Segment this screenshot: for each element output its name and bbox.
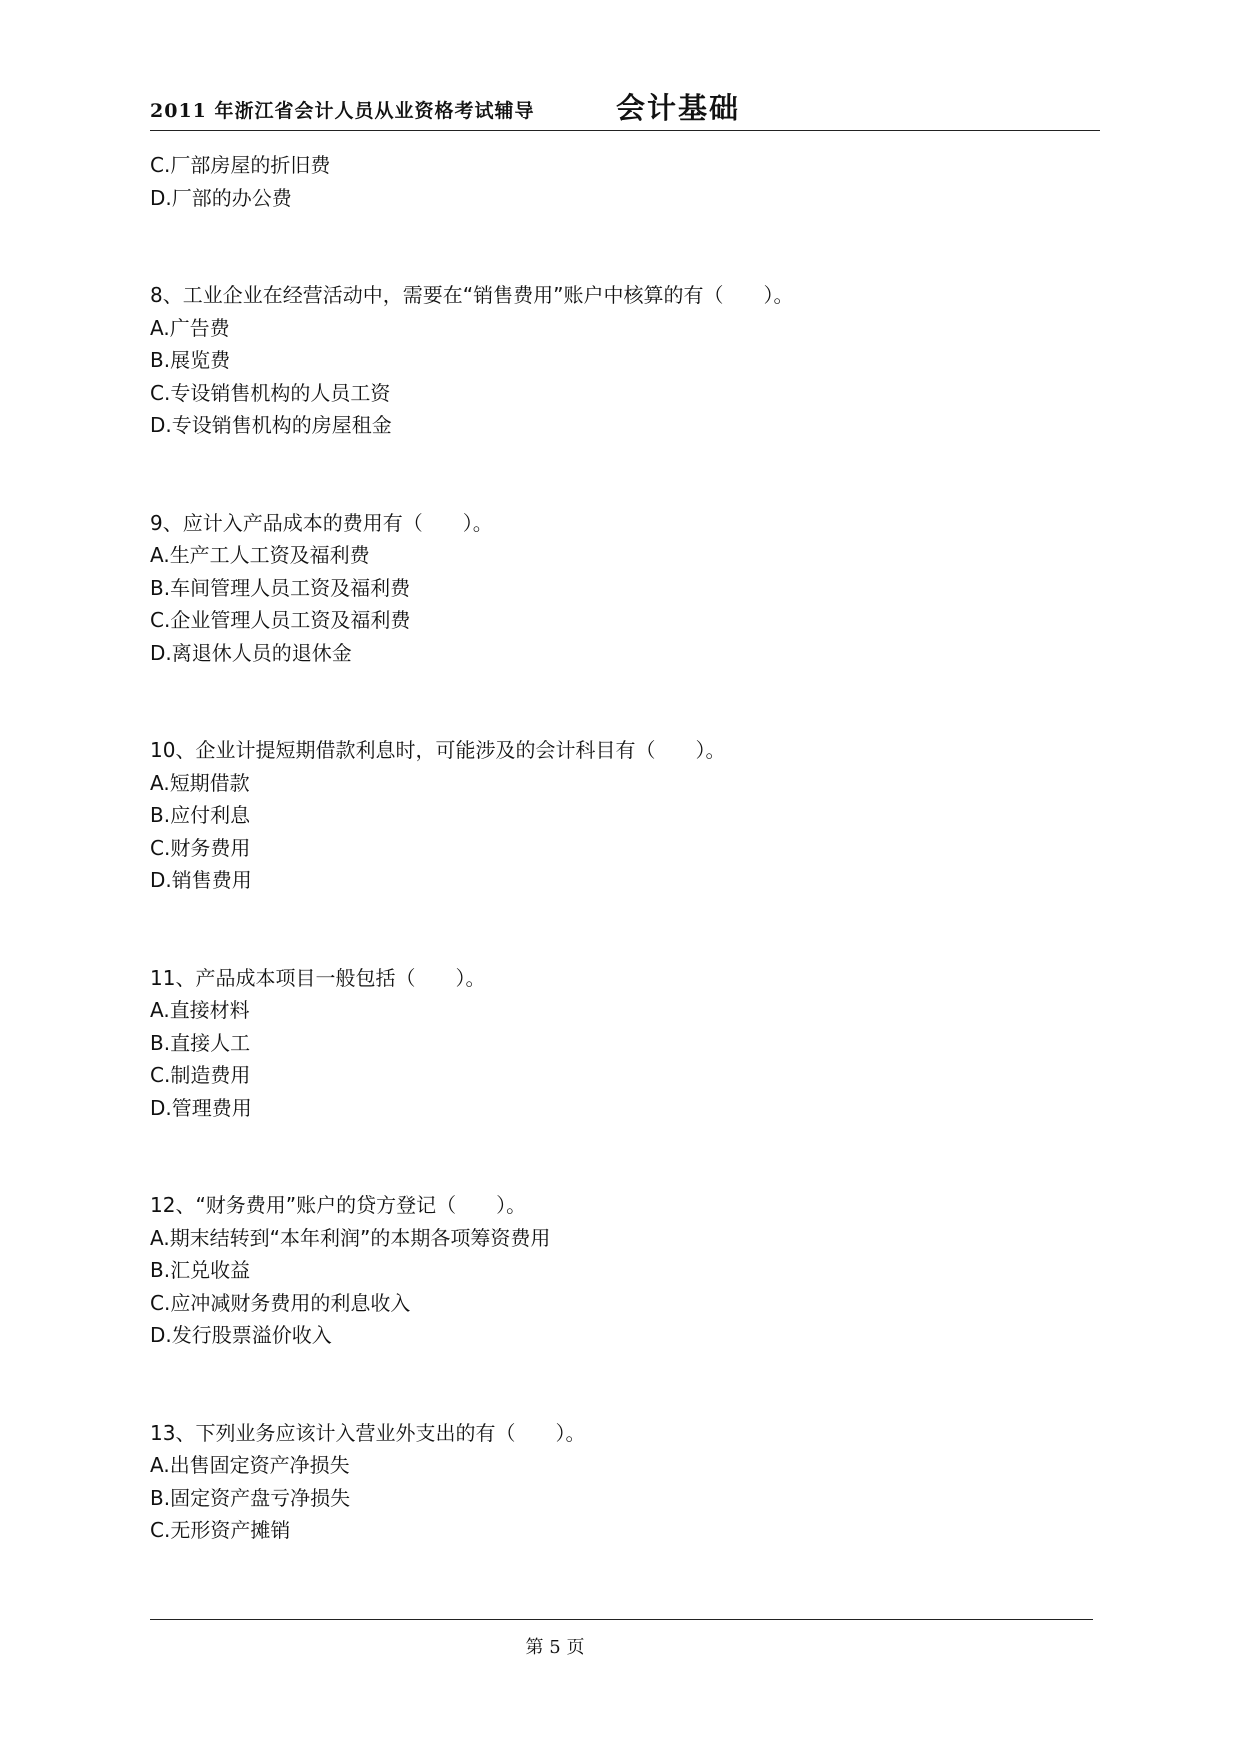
header-title: 2011 年浙江省会计人员从业资格考试辅导 [150,100,535,122]
question-text: 9、应计入产品成本的费用有（ ）。 [150,510,493,535]
question-text: 11、产品成本项目一般包括（ ）。 [150,965,486,990]
question-text: 8、工业企业在经营活动中，需要在“销售费用”账户中核算的有（ ）。 [150,283,794,307]
question-text: 12、“财务费用”账户的贷方登记（ ）。 [150,1193,527,1217]
option: A.短期借款 [150,770,250,795]
option: D.专设销售机构的房屋租金 [150,413,392,437]
question-9 [150,507,1100,670]
question-text: 10、企业计提短期借款利息时，可能涉及的会计科目有（ ）。 [150,738,726,762]
option: B.固定资产盘亏净损失 [150,1485,351,1510]
option: C.企业管理人员工资及福利费 [150,608,411,632]
option: A.直接材料 [150,998,250,1022]
option: C.无形资产摊销 [150,1518,291,1542]
option: C.专设销售机构的人员工资 [150,380,391,405]
header-subject: 会计基础 [616,91,741,125]
option: C.制造费用 [150,1063,251,1087]
option: B.直接人工 [150,1030,251,1055]
option: C.财务费用 [150,835,251,860]
page-content [150,149,1100,1547]
page-header [150,82,1100,131]
question-12 [150,1189,1100,1352]
question-13 [150,1417,1100,1547]
option: D.销售费用 [150,868,252,892]
option: A.出售固定资产净损失 [150,1453,350,1477]
option: D.发行股票溢价收入 [150,1323,332,1347]
question-10 [150,734,1100,897]
option: B.展览费 [150,348,231,372]
question-text: 13、下列业务应该计入营业外支出的有（ ）。 [150,1420,586,1445]
footer-divider [150,1619,1093,1620]
option: A.期末结转到“本年利润”的本期各项筹资费用 [150,1225,551,1250]
option: C.应冲减财务费用的利息收入 [150,1290,411,1315]
option: D.厂部的办公费 [150,185,292,210]
option: D.离退休人员的退休金 [150,640,352,665]
continued-options [150,149,1100,214]
option: B.汇兑收益 [150,1258,251,1282]
question-11 [150,962,1100,1125]
option: A.生产工人工资及福利费 [150,543,370,567]
page-number: 第 5 页 [525,1637,585,1658]
option: A.广告费 [150,315,230,340]
option: D.管理费用 [150,1095,252,1120]
option: C.厂部房屋的折旧费 [150,153,331,177]
option: B.应付利息 [150,803,251,827]
option: B.车间管理人员工资及福利费 [150,575,411,600]
question-8 [150,279,1100,442]
